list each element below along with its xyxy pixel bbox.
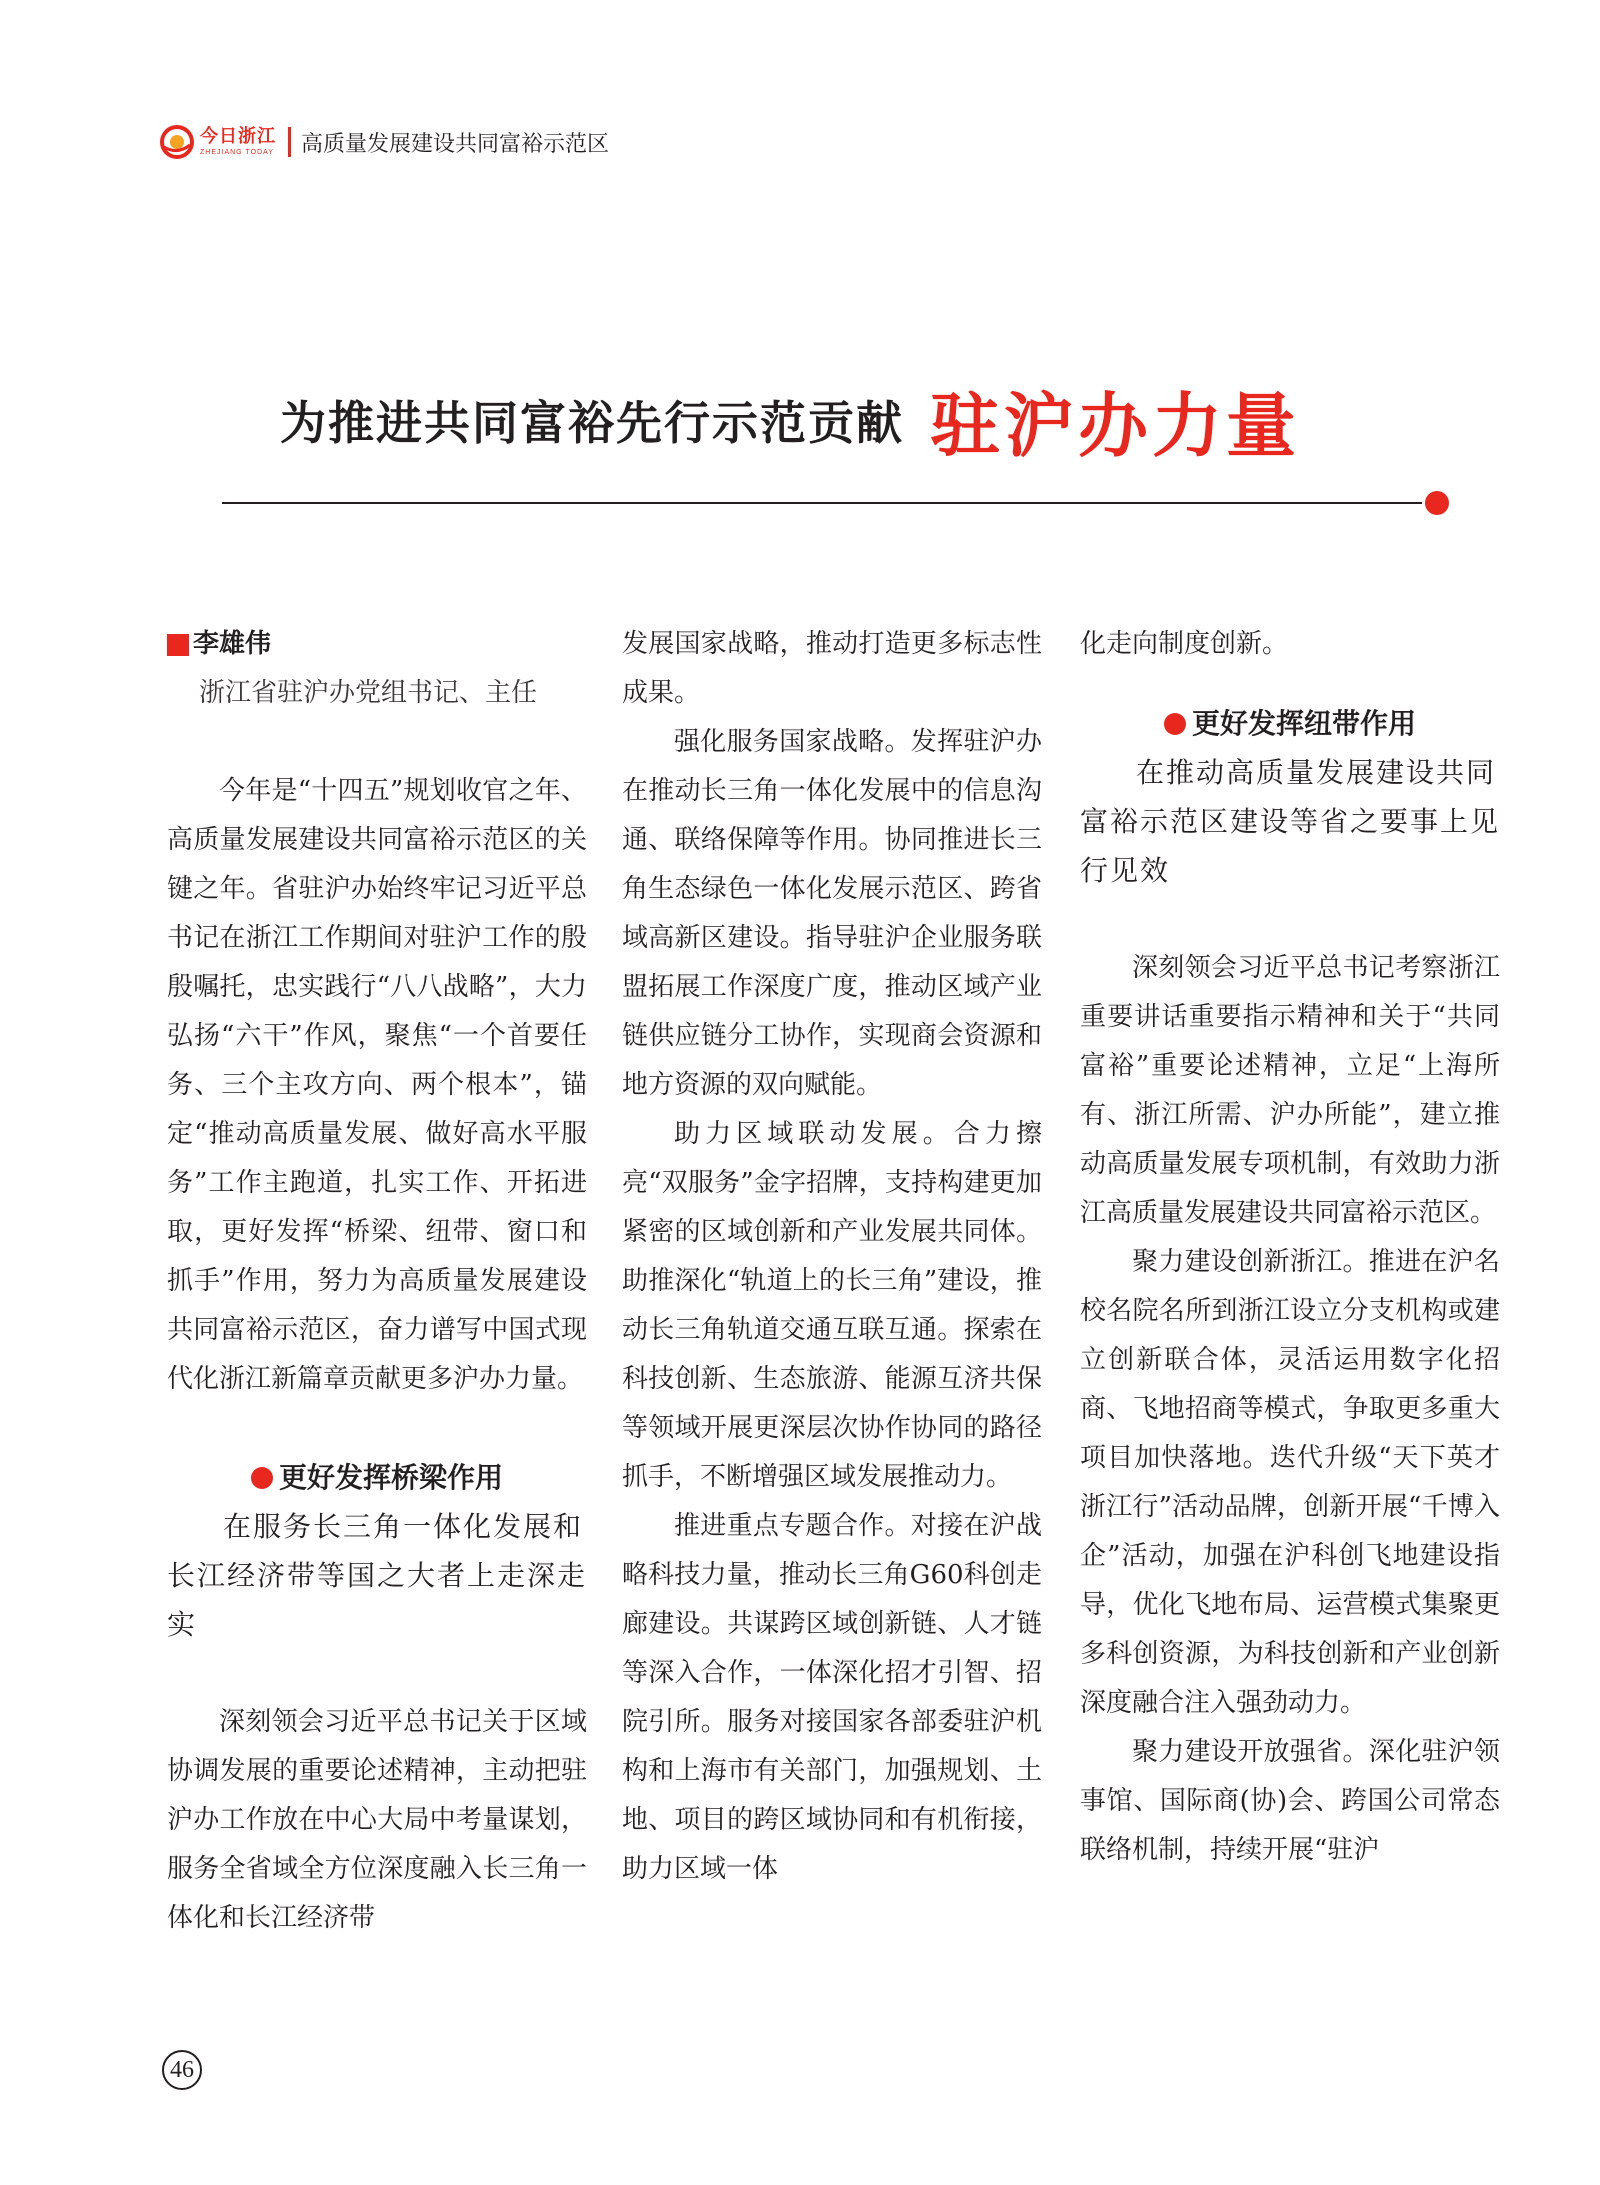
section-subtitle: 在推动高质量发展建设共同富裕示范区建设等省之要事上见行见效 bbox=[1080, 756, 1501, 887]
column-2 bbox=[622, 620, 1042, 1894]
author-role: 浙江省驻沪办党组书记、主任 bbox=[199, 678, 538, 708]
section-heading bbox=[1080, 699, 1500, 748]
section-heading bbox=[167, 1453, 587, 1502]
author-marker-icon bbox=[167, 634, 189, 656]
author-name: 李雄伟 bbox=[193, 629, 272, 659]
spacer bbox=[167, 1404, 587, 1453]
section-title: 更好发挥桥梁作用 bbox=[278, 1461, 503, 1494]
magazine-header bbox=[160, 120, 609, 164]
title-divider bbox=[222, 502, 1422, 504]
title-divider-dot bbox=[1425, 491, 1449, 515]
paragraph: 发展国家战略，推动打造更多标志性成果。 bbox=[622, 629, 1042, 708]
section-bullet-icon bbox=[251, 1467, 273, 1489]
page-number: 46 bbox=[162, 2050, 202, 2090]
paragraph: 聚力建设开放强省。深化驻沪领事馆、国际商(协)会、跨国公司常态联络机制，持续开展“驻沪 bbox=[1080, 1737, 1500, 1865]
logo-chinese: 今日浙江 bbox=[200, 126, 276, 147]
paragraph: 聚力建设创新浙江。推进在沪名校名院名所到浙江设立分支机构或建立创新联合体，灵活运用数字化招商、飞地招商等模式，争取更多重大项目加快落地。迭代升级“天下英才浙江行”活动品牌，创新开展“千博入企”活动，加强在沪科创飞地建设指导，优化飞地布局、运营模式集聚更多科创资源，为科技创新和产业创新深度融合注入强劲动力。 bbox=[1080, 1247, 1500, 1718]
paragraph: 今年是“十四五”规划收官之年、高质量发展建设共同富裕示范区的关键之年。省驻沪办始终牢记习近平总书记在浙江工作期间对驻沪工作的殷殷嘱托，忠实践行“八八战略”，大力弘扬“六干”作风，聚焦“一个首要任务、三个主攻方向、两个根本”，锚定“推动高质量发展、做好高水平服务”工作主跑道，扎实工作、开拓进取，更好发挥“桥梁、纽带、窗口和抓手”作用，努力为高质量发展建设共同富裕示范区，奋力谱写中国式现代化浙江新篇章贡献更多沪办力量。 bbox=[167, 776, 587, 1394]
paragraph: 助力区域联动发展。合力擦亮“双服务”金字招牌，支持构建更加紧密的区域创新和产业发展共同体。助推深化“轨道上的长三角”建设，推动长三角轨道交通互联互通。探索在科技创新、生态旅游、能源互济共保等领域开展更深层次协作协同的路径抓手，不断增强区域发展推动力。 bbox=[622, 1119, 1042, 1492]
spacer bbox=[167, 1649, 587, 1698]
logo-icon bbox=[160, 125, 194, 159]
header-divider bbox=[288, 127, 291, 157]
spacer bbox=[1080, 895, 1500, 944]
logo-english: ZHEJIANG TODAY bbox=[200, 149, 274, 156]
spacer bbox=[1080, 669, 1500, 699]
paragraph: 深刻领会习近平总书记考察浙江重要讲话重要指示精神和关于“共同富裕”重要论述精神，立足“上海所有、浙江所需、沪办所能”，建立推动高质量发展专项机制，有效助力浙江高质量发展建设共同富裕示范区。 bbox=[1080, 953, 1500, 1228]
spacer bbox=[167, 718, 587, 767]
paragraph: 强化服务国家战略。发挥驻沪办在推动长三角一体化发展中的信息沟通、联络保障等作用。协同推进长三角生态绿色一体化发展示范区、跨省域高新区建设。指导驻沪企业服务联盟拓展工作深度广度，推动区域产业链供应链分工协作，实现商会资源和地方资源的双向赋能。 bbox=[622, 727, 1042, 1100]
section-subtitle: 在服务长三角一体化发展和长江经济带等国之大者上走深走实 bbox=[167, 1510, 588, 1641]
logo-wordmark bbox=[200, 128, 276, 156]
column-3 bbox=[1080, 620, 1500, 1875]
title-main: 为推进共同富裕先行示范贡献 bbox=[280, 396, 904, 450]
column-1 bbox=[167, 620, 587, 1943]
paragraph: 深刻领会习近平总书记关于区域协调发展的重要论述精神，主动把驻沪办工作放在中心大局中考量谋划，服务全省域全方位深度融入长三角一体化和长江经济带 bbox=[167, 1707, 587, 1933]
section-bullet-icon bbox=[1164, 713, 1186, 735]
section-title: 更好发挥纽带作用 bbox=[1191, 707, 1416, 740]
paragraph: 推进重点专题合作。对接在沪战略科技力量，推动长三角G60科创走廊建设。共谋跨区域创新链、人才链等深入合作，一体深化招才引智、招院引所。服务对接国家各部委驻沪机构和上海市有关部门，加强规划、土地、项目的跨区域协同和有机衔接，助力区域一体 bbox=[622, 1511, 1042, 1884]
paragraph: 化走向制度创新。 bbox=[1080, 629, 1289, 659]
article-title bbox=[280, 375, 1300, 465]
title-highlight: 驻沪办力量 bbox=[930, 384, 1300, 467]
author-line bbox=[167, 620, 587, 669]
column-title: 高质量发展建设共同富裕示范区 bbox=[301, 131, 610, 157]
